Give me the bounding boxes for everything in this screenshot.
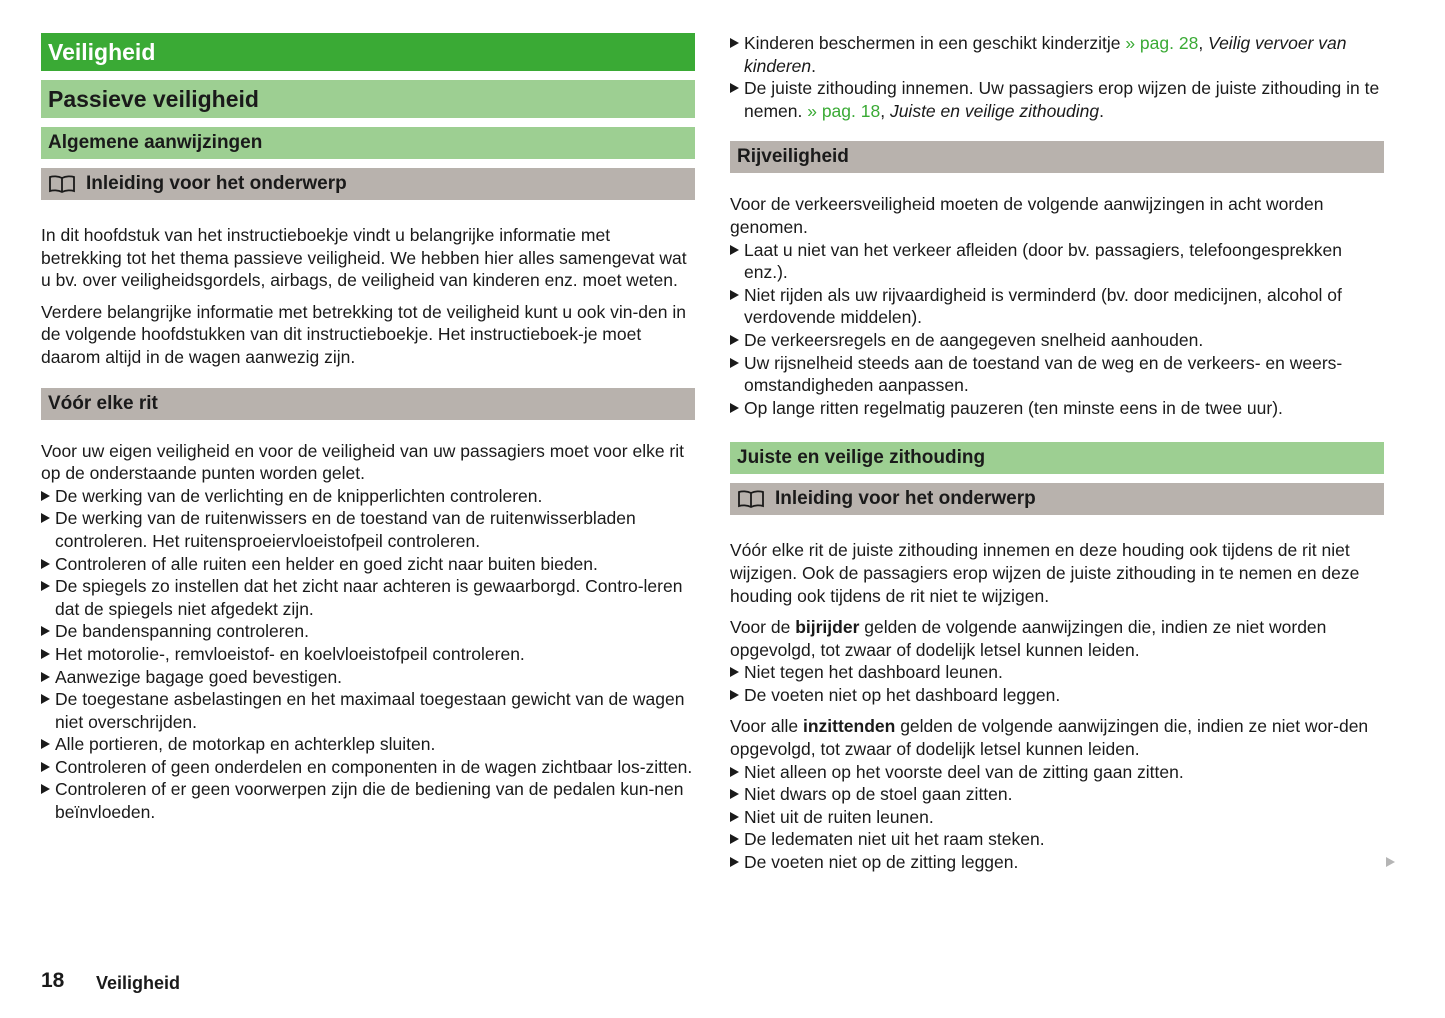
driving-safety-paragraph: Voor de verkeersveiligheid moeten de volgende aanwijzingen in acht worden genomen. [730, 194, 1324, 237]
list-item: Aanwezige bagage goed bevestigen. [41, 666, 695, 689]
bullet-arrow-icon [730, 403, 739, 413]
driving-safety-heading: Rijveiligheid [730, 141, 1384, 173]
page-reference-link[interactable]: » pag. 18 [807, 100, 881, 121]
bullet-arrow-icon [730, 245, 739, 255]
bullet-arrow-icon [730, 767, 739, 777]
list-item: De werking van de verlichting en de knipperlichten controleren. [41, 485, 695, 508]
reference-title: Veilig vervoer van kinderen [744, 33, 1347, 76]
bullet-arrow-icon [730, 789, 739, 799]
list-item: Het motorolie-, remvloeistof- en koelvloeistofpeil controleren. [41, 643, 695, 666]
list-item: Niet alleen op het voorste deel van de zitting gaan zitten. [730, 761, 1384, 784]
list-item: De verkeersregels en de aangegeven snelheid aanhouden. [730, 329, 1384, 352]
seating-paragraph-3: Voor alle inzittenden gelden de volgende aanwijzingen die, indien ze niet wor-den opgevolgd, tot zwaar of dodelijk letsel kunnen leiden. [730, 716, 1369, 760]
list-item: Laat u niet van het verkeer afleiden (door bv. passagiers, telefoongesprekken enz.). [730, 239, 1384, 284]
subchapter-heading: Algemene aanwijzingen [41, 127, 695, 159]
before-trip-list [41, 485, 695, 824]
book-icon [737, 490, 765, 508]
bullet-arrow-icon [41, 784, 50, 794]
intro-paragraph-2: Verdere belangrijke informatie met betrekking tot de veiligheid kunt u ook vin-den in de volgende hoofdstukken van dit instructieboekje. Het instructieboek-je moet daarom altijd in de wagen aanwezig zijn. [41, 301, 686, 367]
list-item: Niet uit de ruiten leunen. [730, 806, 1384, 829]
bullet-arrow-icon [41, 626, 50, 636]
intro-paragraph-1: In dit hoofdstuk van het instructieboekje vindt u belangrijke informatie met betrekking tot het thema passieve veiligheid. We hebben hier alles samengevat wat u bv. over veiligheidsgordels, airbags, de veiligheid van kinderen enz. moet weten. [41, 225, 687, 291]
bullet-arrow-icon [41, 649, 50, 659]
bullet-arrow-icon [730, 812, 739, 822]
bullet-arrow-icon [41, 491, 50, 501]
driving-safety-list [730, 239, 1384, 420]
left-column [41, 33, 695, 824]
list-item: Alle portieren, de motorkap en achterklep sluiten. [41, 733, 695, 756]
list-item: Niet dwars op de stoel gaan zitten. [730, 783, 1384, 806]
bullet-arrow-icon [41, 513, 50, 523]
book-icon [48, 175, 76, 193]
bullet-arrow-icon [730, 83, 739, 93]
list-item: Controleren of alle ruiten een helder en goed zicht naar buiten bieden. [41, 553, 695, 576]
page-reference-link[interactable]: » pag. 28 [1125, 33, 1199, 53]
bullet-arrow-icon [41, 739, 50, 749]
list-item: Controleren of er geen voorwerpen zijn die de bediening van de pedalen kun-nen beïnvloeden. [41, 778, 695, 823]
chapter-heading: Passieve veiligheid [41, 80, 695, 118]
list-item: Op lange ritten regelmatig pauzeren (ten minste eens in de twee uur). [730, 397, 1384, 420]
before-trip-paragraph: Voor uw eigen veiligheid en voor de veiligheid van uw passagiers moet voor elke rit op de onderstaande punten worden gelet. [41, 440, 685, 484]
list-item: De voeten niet op de zitting leggen. [730, 851, 1384, 874]
bullet-arrow-icon [41, 559, 50, 569]
section-heading: Veiligheid [41, 33, 695, 71]
list-item: De toegestane asbelastingen en het maximaal toegestaan gewicht van de wagen niet overschrijden. [41, 688, 695, 733]
bullet-arrow-icon [730, 290, 739, 300]
list-item: De voeten niet op het dashboard leggen. [730, 684, 1384, 707]
bullet-arrow-icon [730, 38, 739, 48]
intro-heading-2 [730, 483, 1384, 515]
page-number: 18 [41, 969, 65, 992]
co-driver-list [730, 661, 1384, 706]
list-item: Niet tegen het dashboard leunen. [730, 661, 1384, 684]
seating-paragraph-1: Vóór elke rit de juiste zithouding innemen en deze houding ook tijdens de rit niet wijzigen. Ook de passagiers erop wijzen de juiste zithouding in te nemen en deze houding ook tijdens de rit niet te wijzigen. [730, 540, 1360, 606]
right-column [730, 32, 1384, 874]
intro-heading-label: Inleiding voor het onderwerp [86, 173, 347, 194]
bullet-arrow-icon [730, 335, 739, 345]
list-item: De bandenspanning controleren. [41, 620, 695, 643]
bullet-arrow-icon [730, 857, 739, 867]
list-item: Niet rijden als uw rijvaardigheid is verminderd (bv. door medicijnen, alcohol of verdovende middelen). [730, 284, 1384, 329]
list-item: Kinderen beschermen in een geschikt kinderzitje » pag. 28, Veilig vervoer van kinderen. [730, 32, 1384, 77]
bullet-arrow-icon [730, 834, 739, 844]
list-item: De werking van de ruitenwissers en de toestand van de ruitenwisserbladen controleren. Het ruitensproeiervloeistofpeil controleren. [41, 507, 695, 552]
intro-heading-label: Inleiding voor het onderwerp [775, 488, 1036, 510]
continue-arrow-icon [1386, 857, 1395, 867]
reference-title: Juiste en veilige zithouding [889, 100, 1100, 121]
intro-heading [41, 168, 695, 200]
bullet-arrow-icon [41, 694, 50, 704]
bullet-arrow-icon [41, 672, 50, 682]
bullet-arrow-icon [41, 581, 50, 591]
bullet-arrow-icon [730, 690, 739, 700]
list-item: De spiegels zo instellen dat het zicht naar achteren is gewaarborgd. Contro-leren dat de spiegels niet afgedekt zijn. [41, 575, 695, 620]
top-list [730, 32, 1384, 122]
list-item: De ledematen niet uit het raam steken. [730, 828, 1384, 851]
list-item: De juiste zithouding innemen. Uw passagiers erop wijzen de juiste zithouding in te nemen. » pag. 18, Juiste en veilige zithouding. [730, 77, 1384, 122]
all-occupants-list [730, 761, 1384, 874]
before-trip-heading: Vóór elke rit [41, 388, 695, 420]
bullet-arrow-icon [730, 667, 739, 677]
list-item: Controleren of geen onderdelen en componenten in de wagen zichtbaar los-zitten. [41, 756, 695, 779]
footer-section-title: Veiligheid [96, 973, 181, 993]
bullet-arrow-icon [41, 762, 50, 772]
list-item: Uw rijsnelheid steeds aan de toestand van de weg en de verkeers- en weers-omstandigheden aanpassen. [730, 352, 1384, 397]
seating-heading: Juiste en veilige zithouding [730, 442, 1384, 474]
seating-paragraph-2: Voor de bijrijder gelden de volgende aanwijzingen die, indien ze niet worden opgevolgd, tot zwaar of dodelijk letsel kunnen leiden. [730, 617, 1327, 660]
bullet-arrow-icon [730, 358, 739, 368]
